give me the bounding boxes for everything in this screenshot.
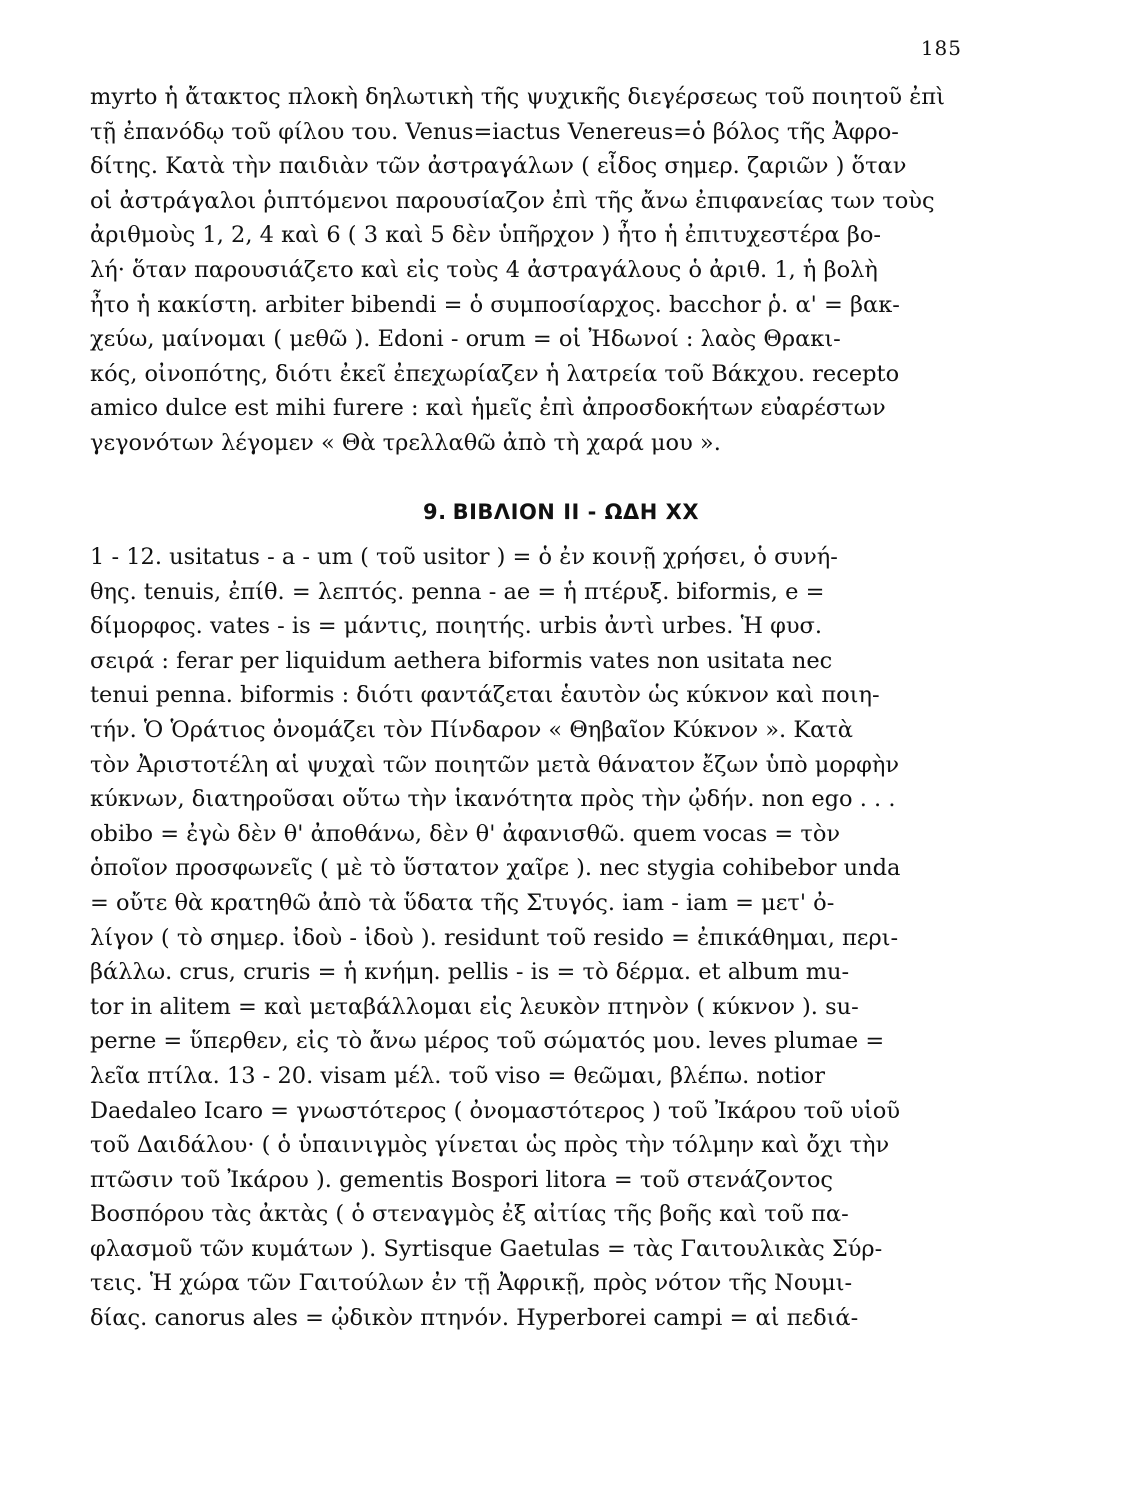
section-number: 9. bbox=[422, 500, 447, 524]
text-line: δίμορφος. vates - is = μάντις, ποιητής. urbis ἀντὶ urbes. Ἡ φυσ. bbox=[90, 613, 823, 640]
text-line: ἀριθμοὺς 1, 2, 4 καὶ 6 ( 3 καὶ 5 δὲν ὑπῆρχον ) ἦτο ἡ ἐπιτυχεστέρα βο- bbox=[90, 222, 882, 249]
text-line: φλασμοῦ τῶν κυμάτων ). Syrtisque Gaetulas = τὰς Γαιτουλικὰς Σύρ- bbox=[90, 1235, 883, 1262]
text-line: amico dulce est mihi furere : καὶ ἡμεῖς ἐπὶ ἀπροσδοκήτων εὐαρέστων bbox=[90, 395, 886, 422]
text-line: βάλλω. crus, cruris = ἡ κνήμη. pellis - is = τὸ δέρμα. et album mu- bbox=[90, 959, 850, 986]
text-line: τοῦ Δαιδάλου· ( ὁ ὑπαινιγμὸς γίνεται ὡς πρὸς τὴν τόλμην καὶ ὄχι τὴν bbox=[90, 1132, 890, 1159]
text-line: λεῖα πτίλα. 13 - 20. visam μέλ. τοῦ viso = θεῶμαι, βλέπω. notior bbox=[90, 1062, 825, 1089]
text-line: δίας. canorus ales = ᾠδικὸν πτηνόν. Hyperborei campi = αἱ πεδιά- bbox=[90, 1305, 859, 1332]
text-line: δίτης. Κατὰ τὴν παιδιὰν τῶν ἀστραγάλων ( εἶδος σημερ. ζαριῶν ) ὅταν bbox=[90, 153, 907, 180]
section-heading bbox=[0, 500, 1122, 524]
section-title: ΒΙΒΛΙΟΝ ΙΙ - ΩΔΗ ΧΧ bbox=[452, 500, 700, 524]
text-line: χεύω, μαίνομαι ( μεθῶ ). Edoni - orum = οἱ Ἠδωνοί : λαὸς Θρακι- bbox=[90, 326, 841, 353]
text-line: κύκνων, διατηροῦσαι οὕτω τὴν ἱκανότητα πρὸς τὴν ᾠδήν. non ego . . . bbox=[90, 786, 896, 813]
text-line: perne = ὕπερθεν, εἰς τὸ ἄνω μέρος τοῦ σώματός μου. leves plumae = bbox=[90, 1028, 885, 1055]
text-line: tor in alitem = καὶ μεταβάλλομαι εἰς λευκὸν πτηνὸν ( κύκνον ). su- bbox=[90, 993, 859, 1020]
commentary-paragraph-1 bbox=[90, 80, 962, 461]
text-line: obibo = ἐγὼ δὲν θ' ἀποθάνω, δὲν θ' ἀφανισθῶ. quem vocas = τὸν bbox=[90, 820, 841, 847]
text-line: ὁποῖον προσφωνεῖς ( μὲ τὸ ὕστατον χαῖρε ). nec stygia cohibebor unda bbox=[90, 855, 901, 882]
text-line: οἱ ἀστράγαλοι ῥιπτόμενοι παρουσίαζον ἐπὶ τῆς ἄνω ἐπιφανείας των τοὺς bbox=[90, 187, 935, 214]
text-line: σειρά : ferar per liquidum aethera biformis vates non usitata nec bbox=[90, 647, 833, 674]
commentary-paragraph-2 bbox=[90, 540, 962, 1336]
text-line: θης. tenuis, ἐπίθ. = λεπτός. penna - ae = ἡ πτέρυξ. biformis, e = bbox=[90, 578, 825, 605]
text-line: Βοσπόρου τὰς ἀκτὰς ( ὁ στεναγμὸς ἐξ αἰτίας τῆς βοῆς καὶ τοῦ πα- bbox=[90, 1201, 849, 1228]
text-line: myrto ἡ ἄτακτος πλοκὴ δηλωτικὴ τῆς ψυχικῆς διεγέρσεως τοῦ ποιητοῦ ἐπὶ bbox=[90, 84, 945, 110]
text-line: τὸν Ἀριστοτέλη αἱ ψυχαὶ τῶν ποιητῶν μετὰ θάνατον ἔζων ὑπὸ μορφὴν bbox=[90, 751, 900, 778]
text-line: tenui penna. biformis : διότι φαντάζεται ἑαυτὸν ὡς κύκνον καὶ ποιη- bbox=[90, 682, 880, 709]
text-line: τῇ ἐπανόδῳ τοῦ φίλου του. Venus=iactus Venereus=ὁ βόλος τῆς Ἀφρο- bbox=[90, 118, 899, 145]
text-line: τεις. Ἡ χώρα τῶν Γαιτούλων ἐν τῇ Ἀφρικῇ, πρὸς νότον τῆς Νουμι- bbox=[90, 1270, 853, 1297]
text-line: ἦτο ἡ κακίστη. arbiter bibendi = ὁ συμποσίαρχος. bacchor ῥ. α' = βακ- bbox=[90, 291, 900, 318]
text-line: Daedaleo Icaro = γνωστότερος ( ὀνομαστότερος ) τοῦ Ἰκάρου τοῦ υἱοῦ bbox=[90, 1097, 900, 1124]
text-line: τήν. Ὁ Ὁράτιος ὀνομάζει τὸν Πίνδαρον « Θηβαῖον Κύκνον ». Κατὰ bbox=[90, 716, 853, 743]
text-line: 1 - 12. usitatus - a - um ( τοῦ usitor ) = ὁ ἐν κοινῇ χρήσει, ὁ συνή- bbox=[90, 544, 838, 570]
page-number: 185 bbox=[920, 36, 962, 60]
text-line: κός, οἰνοπότης, διότι ἐκεῖ ἐπεχωρίαζεν ἡ λατρεία τοῦ Βάκχου. recepto bbox=[90, 360, 900, 387]
text-line: = οὔτε θὰ κρατηθῶ ἀπὸ τὰ ὕδατα τῆς Στυγός. iam - iam = μετ' ὀ- bbox=[90, 889, 835, 916]
text-line: λίγον ( τὸ σημερ. ἰδοὺ - ἰδοὺ ). residunt τοῦ resido = ἐπικάθημαι, περι- bbox=[90, 924, 899, 951]
text-line: γεγονότων λέγομεν « Θὰ τρελλαθῶ ἀπὸ τὴ χαρά μου ». bbox=[90, 429, 721, 456]
text-line: λή· ὅταν παρουσιάζετο καὶ εἰς τοὺς 4 ἀστραγάλους ὁ ἀριθ. 1, ἡ βολὴ bbox=[90, 256, 878, 283]
text-line: πτῶσιν τοῦ Ἰκάρου ). gementis Bospori litora = τοῦ στενάζοντος bbox=[90, 1166, 834, 1193]
